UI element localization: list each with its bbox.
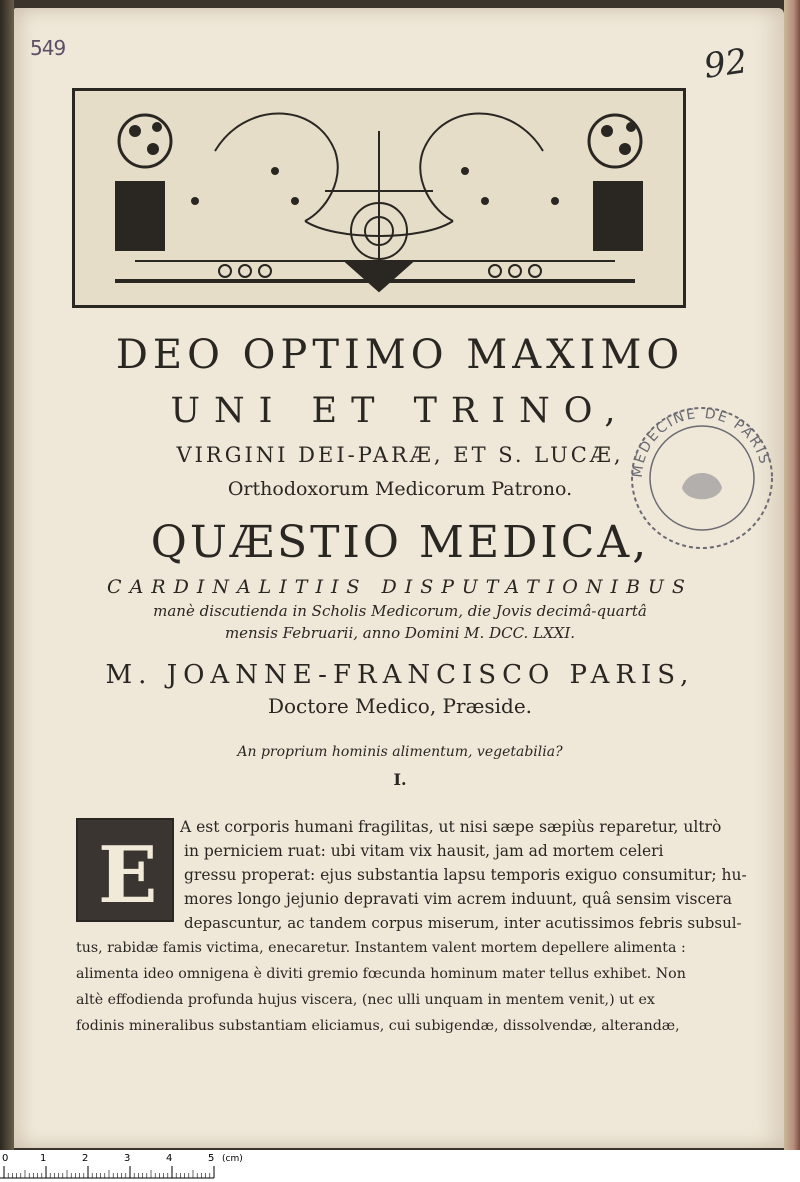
woodcut-headpiece xyxy=(72,88,686,308)
disputation-heading: CARDINALITIIS DISPUTATIONIBUS xyxy=(107,576,693,598)
book-spine-edge xyxy=(0,0,14,1150)
page-stack-edge xyxy=(784,0,800,1150)
body-line-4: mores longo jejunio depravati vim acrem induunt, quâ sensim viscera xyxy=(184,890,732,908)
shelfmark: 549 xyxy=(30,36,66,60)
measurement-ruler xyxy=(0,1150,243,1182)
praeses-title: Doctore Medico, Præside. xyxy=(267,694,533,718)
dedication-line-4: Orthodoxorum Medicorum Patrono. xyxy=(227,478,573,500)
dedication-line-2: UNI ET TRINO, xyxy=(170,391,630,431)
praeses-name: M. JOANNE-FRANCISCO PARIS, xyxy=(105,660,695,690)
thesis-title: QUÆSTIO MEDICA, xyxy=(150,517,650,568)
ruler-mark-0: 0 xyxy=(2,1153,9,1164)
disputation-date: mensis Februarii, anno Domini M. DCC. LXXI. xyxy=(224,624,576,642)
initial-letter: E xyxy=(98,830,158,921)
body-line-9: fodinis mineralibus substantiam eliciamus, cui subigendæ, dissolvendæ, alterandæ, xyxy=(76,1018,680,1034)
body-line-2: in perniciem ruat: ubi vitam vix hausit, jam ad mortem celeri xyxy=(184,842,664,860)
body-line-8: altè effodienda profunda hujus viscera, (nec ulli unquam in mentem venit,) ut ex xyxy=(76,992,655,1008)
stamp-text: MEDECINE DE PARIS xyxy=(629,405,773,479)
ruler-mark-2: 2 xyxy=(82,1153,89,1164)
library-stamp xyxy=(622,398,782,558)
question: An proprium hominis alimentum, vegetabilia? xyxy=(237,744,563,760)
ruler-mark-3: 3 xyxy=(124,1153,131,1164)
body-line-7: alimenta ideo omnigena è diviti gremio fœcunda hominum mater tellus exhibet. Non xyxy=(76,966,686,982)
body-line-5: depascuntur, ac tandem corpus miserum, inter acutissimos febris subsul- xyxy=(184,914,742,932)
disputation-detail-1: manè discutienda in Scholis Medicorum, die Jovis decimâ-quartâ xyxy=(153,602,647,620)
folio-number: 92 xyxy=(701,41,750,87)
dedication-line-3: VIRGINI DEI-PARÆ, ET S. LUCÆ, xyxy=(176,443,624,467)
body-line-1: A est corporis humani fragilitas, ut nisi sæpe sæpiùs reparetur, ultrò xyxy=(180,818,722,836)
ruler-mark-4: 4 xyxy=(166,1153,173,1164)
decorated-initial xyxy=(76,818,174,922)
body-line-3: gressu properat: ejus substantia lapsu temporis exiguo consumitur; hu- xyxy=(184,866,747,884)
ornament-illustration xyxy=(75,91,683,305)
body-line-6: tus, rabidæ famis victima, enecaretur. Instantem valent mortem depellere alimenta : xyxy=(76,940,686,956)
dedication-line-1: DEO OPTIMO MAXIMO xyxy=(115,332,685,378)
ruler-mark-5: 5 xyxy=(208,1153,215,1164)
ruler-unit: (cm) xyxy=(222,1154,243,1164)
ruler-mark-1: 1 xyxy=(40,1153,47,1164)
section-number: I. xyxy=(393,770,407,789)
